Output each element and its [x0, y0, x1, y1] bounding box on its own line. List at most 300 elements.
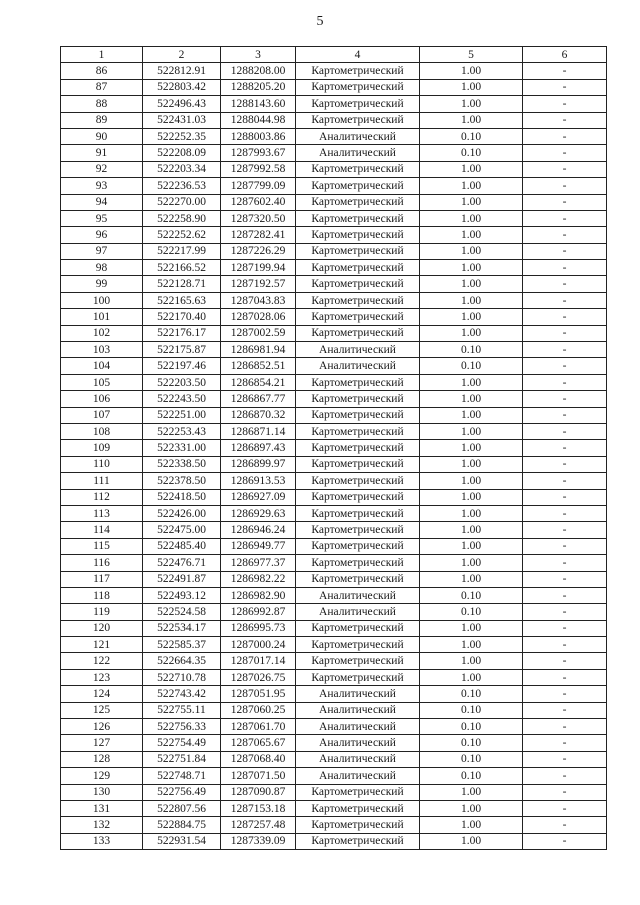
table-cell: -: [523, 604, 607, 620]
table-cell: 522756.49: [143, 784, 221, 800]
table-cell: 1286992.87: [221, 604, 296, 620]
table-cell: Картометрический: [296, 194, 420, 210]
table-cell: 1.00: [420, 505, 523, 521]
table-cell: Аналитический: [296, 604, 420, 620]
table-cell: 1288003.86: [221, 128, 296, 144]
table-cell: 1286927.09: [221, 489, 296, 505]
table-cell: -: [523, 784, 607, 800]
table-cell: 1287028.06: [221, 309, 296, 325]
table-cell: 522270.00: [143, 194, 221, 210]
table-cell: 106: [61, 391, 143, 407]
table-cell: 1.00: [420, 194, 523, 210]
table-cell: 522217.99: [143, 243, 221, 259]
table-cell: 116: [61, 555, 143, 571]
table-cell: 1.00: [420, 784, 523, 800]
table-cell: -: [523, 145, 607, 161]
table-row: [61, 423, 607, 439]
table-cell: 522236.53: [143, 178, 221, 194]
table-cell: Картометрический: [296, 178, 420, 194]
table-cell: 1286870.32: [221, 407, 296, 423]
table-cell: 92: [61, 161, 143, 177]
table-cell: 108: [61, 423, 143, 439]
table-cell: 1287199.94: [221, 260, 296, 276]
table-row: [61, 440, 607, 456]
table-cell: 522170.40: [143, 309, 221, 325]
table-row: [61, 637, 607, 653]
table-row: [61, 292, 607, 308]
table-cell: 522252.62: [143, 227, 221, 243]
table-cell: 1287026.75: [221, 669, 296, 685]
table-cell: -: [523, 407, 607, 423]
table-cell: Картометрический: [296, 243, 420, 259]
table-cell: -: [523, 358, 607, 374]
table-cell: 522534.17: [143, 620, 221, 636]
table-cell: 1.00: [420, 653, 523, 669]
table-cell: -: [523, 620, 607, 636]
table-row: [61, 555, 607, 571]
table-cell: Аналитический: [296, 128, 420, 144]
table-row: [61, 145, 607, 161]
table-cell: Аналитический: [296, 342, 420, 358]
table-cell: 1287192.57: [221, 276, 296, 292]
table-cell: 132: [61, 817, 143, 833]
table-cell: -: [523, 555, 607, 571]
table-cell: Картометрический: [296, 833, 420, 849]
table-cell: 522524.58: [143, 604, 221, 620]
table-cell: 1.00: [420, 178, 523, 194]
table-cell: -: [523, 243, 607, 259]
table-cell: 1287799.09: [221, 178, 296, 194]
table-cell: 110: [61, 456, 143, 472]
table-cell: 1.00: [420, 817, 523, 833]
table-cell: -: [523, 768, 607, 784]
table-cell: 0.10: [420, 604, 523, 620]
table-cell: 0.10: [420, 358, 523, 374]
table-cell: Картометрический: [296, 309, 420, 325]
table-row: [61, 456, 607, 472]
table-cell: 522755.11: [143, 702, 221, 718]
table-cell: 1.00: [420, 210, 523, 226]
table-cell: 1.00: [420, 161, 523, 177]
table-cell: 103: [61, 342, 143, 358]
table-cell: 1287002.59: [221, 325, 296, 341]
table-cell: 1287339.09: [221, 833, 296, 849]
table-cell: 522252.35: [143, 128, 221, 144]
table-cell: 121: [61, 637, 143, 653]
table-cell: -: [523, 489, 607, 505]
table-header-row: [61, 47, 607, 63]
table-cell: -: [523, 456, 607, 472]
table-cell: Аналитический: [296, 768, 420, 784]
table-cell: 115: [61, 538, 143, 554]
table-row: [61, 735, 607, 751]
table-cell: 86: [61, 63, 143, 79]
table-cell: 522812.91: [143, 63, 221, 79]
table-row: [61, 620, 607, 636]
table-row: [61, 669, 607, 685]
table-cell: 111: [61, 473, 143, 489]
table-cell: -: [523, 112, 607, 128]
table-cell: 1.00: [420, 637, 523, 653]
table-cell: -: [523, 505, 607, 521]
table-cell: 1286946.24: [221, 522, 296, 538]
table-row: [61, 587, 607, 603]
table-cell: 1.00: [420, 79, 523, 95]
table-cell: 1.00: [420, 309, 523, 325]
table-cell: Аналитический: [296, 358, 420, 374]
table-cell: Картометрический: [296, 800, 420, 816]
table-cell: Картометрический: [296, 817, 420, 833]
table-row: [61, 276, 607, 292]
table-cell: 1.00: [420, 96, 523, 112]
table-row: [61, 505, 607, 521]
table-cell: 1.00: [420, 374, 523, 390]
table-cell: Картометрический: [296, 669, 420, 685]
table-cell: Картометрический: [296, 391, 420, 407]
table-cell: 522803.42: [143, 79, 221, 95]
table-cell: 522493.12: [143, 587, 221, 603]
column-header: 6: [523, 47, 607, 63]
table-cell: 522378.50: [143, 473, 221, 489]
table-cell: 96: [61, 227, 143, 243]
table-cell: Картометрический: [296, 571, 420, 587]
table-cell: Аналитический: [296, 735, 420, 751]
table-cell: 1287992.58: [221, 161, 296, 177]
table-cell: Картометрический: [296, 260, 420, 276]
table-row: [61, 227, 607, 243]
table-cell: -: [523, 735, 607, 751]
table-cell: 0.10: [420, 128, 523, 144]
table-cell: -: [523, 751, 607, 767]
table-cell: 522203.50: [143, 374, 221, 390]
table-cell: 1.00: [420, 325, 523, 341]
table-cell: 522754.49: [143, 735, 221, 751]
table-cell: 1.00: [420, 243, 523, 259]
table-cell: 522331.00: [143, 440, 221, 456]
table-cell: 94: [61, 194, 143, 210]
table-cell: 1286982.90: [221, 587, 296, 603]
table-cell: 105: [61, 374, 143, 390]
table-cell: 99: [61, 276, 143, 292]
page-number: 5: [316, 14, 324, 29]
table-cell: 125: [61, 702, 143, 718]
table-cell: 1.00: [420, 669, 523, 685]
table-row: [61, 260, 607, 276]
table-cell: 1287017.14: [221, 653, 296, 669]
table-cell: Картометрический: [296, 423, 420, 439]
table-cell: 91: [61, 145, 143, 161]
table-cell: 1287282.41: [221, 227, 296, 243]
table-cell: 522128.71: [143, 276, 221, 292]
table-cell: 1287153.18: [221, 800, 296, 816]
table-cell: Картометрический: [296, 112, 420, 128]
table-cell: 128: [61, 751, 143, 767]
table-cell: -: [523, 227, 607, 243]
table-cell: Аналитический: [296, 702, 420, 718]
table-row: [61, 768, 607, 784]
table-cell: 1288143.60: [221, 96, 296, 112]
table-cell: -: [523, 96, 607, 112]
table-cell: 522258.90: [143, 210, 221, 226]
table-cell: 522176.17: [143, 325, 221, 341]
table-cell: 522203.34: [143, 161, 221, 177]
table-row: [61, 210, 607, 226]
table-cell: 522243.50: [143, 391, 221, 407]
table-cell: 1.00: [420, 571, 523, 587]
table-cell: Картометрический: [296, 522, 420, 538]
table-row: [61, 63, 607, 79]
table-row: [61, 702, 607, 718]
table-cell: Картометрический: [296, 489, 420, 505]
table-cell: 522251.00: [143, 407, 221, 423]
table-cell: 1.00: [420, 620, 523, 636]
table-cell: 522743.42: [143, 686, 221, 702]
table-cell: Картометрический: [296, 292, 420, 308]
table-cell: 126: [61, 719, 143, 735]
table-cell: 522807.56: [143, 800, 221, 816]
table-cell: -: [523, 276, 607, 292]
table-cell: Картометрический: [296, 456, 420, 472]
table-row: [61, 800, 607, 816]
table-row: [61, 719, 607, 735]
table-cell: Картометрический: [296, 96, 420, 112]
table-cell: 522664.35: [143, 653, 221, 669]
table-cell: 1287065.67: [221, 735, 296, 751]
table-cell: 1288208.00: [221, 63, 296, 79]
table-row: [61, 128, 607, 144]
table-cell: Картометрический: [296, 276, 420, 292]
table-cell: 522748.71: [143, 768, 221, 784]
table-cell: 1286982.22: [221, 571, 296, 587]
table-cell: Аналитический: [296, 587, 420, 603]
table-cell: 114: [61, 522, 143, 538]
table-cell: 1.00: [420, 292, 523, 308]
table-cell: 109: [61, 440, 143, 456]
table-cell: Картометрический: [296, 161, 420, 177]
table-cell: Картометрический: [296, 653, 420, 669]
table-cell: 0.10: [420, 686, 523, 702]
table-cell: 1.00: [420, 423, 523, 439]
table-cell: -: [523, 210, 607, 226]
table-cell: 90: [61, 128, 143, 144]
table-row: [61, 161, 607, 177]
table-cell: 522491.87: [143, 571, 221, 587]
table-row: [61, 538, 607, 554]
table-cell: 1.00: [420, 555, 523, 571]
table-row: [61, 653, 607, 669]
table-cell: 0.10: [420, 702, 523, 718]
table-cell: 522585.37: [143, 637, 221, 653]
table-cell: 1.00: [420, 260, 523, 276]
table-cell: 107: [61, 407, 143, 423]
table-cell: 522197.46: [143, 358, 221, 374]
table-cell: -: [523, 374, 607, 390]
table-cell: 1286852.51: [221, 358, 296, 374]
table-cell: -: [523, 587, 607, 603]
table-cell: -: [523, 194, 607, 210]
table-cell: 1286929.63: [221, 505, 296, 521]
table-cell: 1287602.40: [221, 194, 296, 210]
table-cell: 1.00: [420, 227, 523, 243]
table-cell: 1.00: [420, 522, 523, 538]
table-cell: 130: [61, 784, 143, 800]
table-cell: 0.10: [420, 735, 523, 751]
table-cell: -: [523, 325, 607, 341]
table-cell: -: [523, 423, 607, 439]
table-cell: Картометрический: [296, 440, 420, 456]
table-cell: -: [523, 79, 607, 95]
table-cell: 1.00: [420, 800, 523, 816]
table-row: [61, 751, 607, 767]
table-cell: 1287226.29: [221, 243, 296, 259]
table-cell: 95: [61, 210, 143, 226]
table-cell: Картометрический: [296, 325, 420, 341]
table-cell: 1286949.77: [221, 538, 296, 554]
table-cell: -: [523, 571, 607, 587]
table-cell: 1286897.43: [221, 440, 296, 456]
table-cell: -: [523, 669, 607, 685]
table-cell: 97: [61, 243, 143, 259]
table-cell: 1286899.97: [221, 456, 296, 472]
table-cell: Картометрический: [296, 227, 420, 243]
table-cell: 102: [61, 325, 143, 341]
table-cell: 1287071.50: [221, 768, 296, 784]
table-cell: -: [523, 719, 607, 735]
table-cell: Аналитический: [296, 719, 420, 735]
table-cell: Аналитический: [296, 751, 420, 767]
table-cell: 522253.43: [143, 423, 221, 439]
table-cell: -: [523, 260, 607, 276]
table-cell: Картометрический: [296, 637, 420, 653]
table-cell: 93: [61, 178, 143, 194]
table-cell: 522931.54: [143, 833, 221, 849]
table-cell: Картометрический: [296, 784, 420, 800]
table-cell: Картометрический: [296, 210, 420, 226]
table-cell: 1287061.70: [221, 719, 296, 735]
table-row: [61, 686, 607, 702]
table-cell: Картометрический: [296, 63, 420, 79]
table-cell: 101: [61, 309, 143, 325]
table-cell: 522426.00: [143, 505, 221, 521]
table-cell: 522710.78: [143, 669, 221, 685]
table-cell: 1.00: [420, 276, 523, 292]
table-cell: 1287257.48: [221, 817, 296, 833]
table-cell: 522496.43: [143, 96, 221, 112]
column-header: 3: [221, 47, 296, 63]
table-cell: 133: [61, 833, 143, 849]
table-cell: 104: [61, 358, 143, 374]
table-cell: -: [523, 522, 607, 538]
table-row: [61, 325, 607, 341]
table-row: [61, 604, 607, 620]
table-cell: 1287051.95: [221, 686, 296, 702]
table-row: [61, 784, 607, 800]
table-cell: -: [523, 653, 607, 669]
table-cell: 1.00: [420, 391, 523, 407]
table-row: [61, 571, 607, 587]
table-cell: -: [523, 833, 607, 849]
table-row: [61, 817, 607, 833]
table-cell: 98: [61, 260, 143, 276]
table-cell: Картометрический: [296, 555, 420, 571]
table-cell: 522431.03: [143, 112, 221, 128]
table-cell: 131: [61, 800, 143, 816]
table-cell: -: [523, 817, 607, 833]
table-cell: 1286867.77: [221, 391, 296, 407]
table-cell: -: [523, 292, 607, 308]
table-cell: 1.00: [420, 440, 523, 456]
table-cell: 1288205.20: [221, 79, 296, 95]
table-cell: 1287000.24: [221, 637, 296, 653]
table-row: [61, 489, 607, 505]
table-cell: Аналитический: [296, 145, 420, 161]
table-cell: 1.00: [420, 473, 523, 489]
table-body: [61, 63, 607, 850]
table-row: [61, 522, 607, 538]
table-cell: 522418.50: [143, 489, 221, 505]
table-cell: -: [523, 702, 607, 718]
table-cell: -: [523, 63, 607, 79]
table-cell: -: [523, 538, 607, 554]
table-cell: 1286977.37: [221, 555, 296, 571]
table-cell: Картометрический: [296, 538, 420, 554]
table-row: [61, 473, 607, 489]
table-cell: Аналитический: [296, 686, 420, 702]
table-cell: 1.00: [420, 63, 523, 79]
table-cell: 1286913.53: [221, 473, 296, 489]
table-cell: 117: [61, 571, 143, 587]
table-cell: -: [523, 637, 607, 653]
table-cell: 0.10: [420, 587, 523, 603]
table-cell: 522165.63: [143, 292, 221, 308]
table-row: [61, 178, 607, 194]
table-cell: -: [523, 309, 607, 325]
table-cell: -: [523, 440, 607, 456]
table-cell: 522884.75: [143, 817, 221, 833]
table-cell: 0.10: [420, 342, 523, 358]
table-cell: 120: [61, 620, 143, 636]
table-cell: Картометрический: [296, 473, 420, 489]
table-cell: 87: [61, 79, 143, 95]
table-cell: 1.00: [420, 489, 523, 505]
table-cell: 0.10: [420, 719, 523, 735]
table-cell: Картометрический: [296, 505, 420, 521]
table-row: [61, 96, 607, 112]
table-cell: 0.10: [420, 145, 523, 161]
table-cell: -: [523, 473, 607, 489]
table-row: [61, 309, 607, 325]
table-row: [61, 79, 607, 95]
column-header: 1: [61, 47, 143, 63]
column-header: 2: [143, 47, 221, 63]
table-row: [61, 112, 607, 128]
table-cell: 88: [61, 96, 143, 112]
table-cell: 127: [61, 735, 143, 751]
table-cell: 1.00: [420, 538, 523, 554]
table-cell: 1.00: [420, 407, 523, 423]
column-header: 5: [420, 47, 523, 63]
table-cell: 1287068.40: [221, 751, 296, 767]
table-cell: 1287993.67: [221, 145, 296, 161]
table-row: [61, 833, 607, 849]
table-cell: 100: [61, 292, 143, 308]
table-cell: 522476.71: [143, 555, 221, 571]
table-cell: -: [523, 128, 607, 144]
table-cell: 122: [61, 653, 143, 669]
table-cell: 522208.09: [143, 145, 221, 161]
table-cell: 522751.84: [143, 751, 221, 767]
table-cell: 129: [61, 768, 143, 784]
